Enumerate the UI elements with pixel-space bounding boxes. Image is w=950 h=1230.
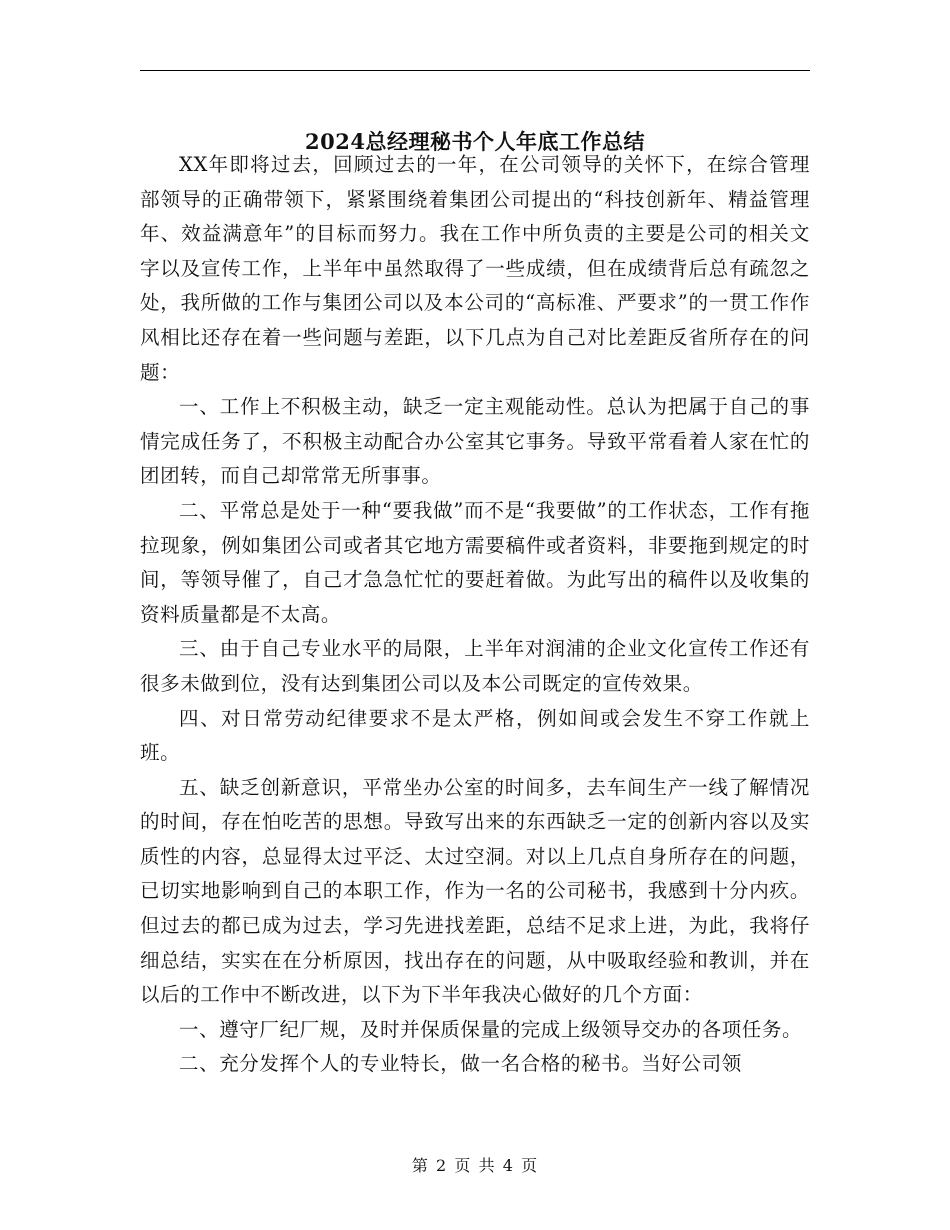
paragraph-problem-2: 二、平常总是处于一种“要我做”而不是“我要做”的工作状态，工作有拖拉现象，例如集团公司或者其它地方需要稿件或者资料，非要拖到规定的时间，等领导催了，自己才急急忙忙的要赶着做。为此写出的稿件以及收集的资料质量都是不太高。 <box>140 498 810 626</box>
page-footer <box>0 1154 950 1178</box>
document-body <box>140 148 810 1082</box>
paragraph-plan-2: 二、充分发挥个人的专业特长，做一名合格的秘书。当好公司领 <box>179 1052 742 1076</box>
total-unit: 页 <box>521 1156 539 1175</box>
document-title: 2024总经理秘书个人年底工作总结 <box>305 129 645 155</box>
page-label: 第 <box>411 1156 429 1175</box>
header-rule <box>140 70 810 71</box>
paragraph-intro: XX年即将过去，回顾过去的一年，在公司领导的关怀下，在综合管理部领导的正确带领下，紧紧围绕着集团公司提出的“科技创新年、精益管理年、效益满意年”的目标而努力。我在工作中所负责的主要是公司的相关文字以及宣传工作，上半年中虽然取得了一些成绩，但在成绩背后总有疏忽之处，我所做的工作与集团公司以及本公司的“高标准、严要求”的一贯工作作风相比还存在着一些问题与差距，以下几点为自己对比差距反省所存在的问题： <box>140 153 810 384</box>
page-unit: 页 <box>454 1156 472 1175</box>
paragraph-problem-4: 四、对日常劳动纪律要求不是太严格，例如间或会发生不穿工作就上班。 <box>140 706 810 765</box>
paragraph-problem-1: 一、工作上不积极主动，缺乏一定主观能动性。总认为把属于自己的事情完成任务了，不积极主动配合办公室其它事务。导致平常看着人家在忙的团团转，而自己却常常无所事事。 <box>140 395 810 488</box>
paragraph-plan-1: 一、遵守厂纪厂规，及时并保质保量的完成上级领导交办的各项任务。 <box>179 1017 803 1041</box>
current-page-number: 2 <box>436 1156 448 1175</box>
paragraph-problem-5: 五、缺乏创新意识，平常坐办公室的时间多，去车间生产一线了解情况的时间，存在怕吃苦的思想。导致写出来的东西缺乏一定的创新内容以及实质性的内容，总显得太过平泛、太过空洞。对以上几点自身所存在的问题，已切实地影响到自己的本职工作，作为一名的公司秘书，我感到十分内疚。但过去的都已成为过去，学习先进找差距，总结不足求上进，为此，我将仔细总结，实实在在分析原因，找出存在的问题，从中吸取经验和教训，并在以后的工作中不断改进，以下为下半年我决心做好的几个方面： <box>140 775 810 1007</box>
paragraph-problem-3: 三、由于自己专业水平的局限，上半年对润浦的企业文化宣传工作还有很多未做到位，没有达到集团公司以及本公司既定的宣传效果。 <box>140 637 810 695</box>
total-label: 共 <box>478 1156 496 1175</box>
total-pages-number: 4 <box>502 1156 514 1175</box>
